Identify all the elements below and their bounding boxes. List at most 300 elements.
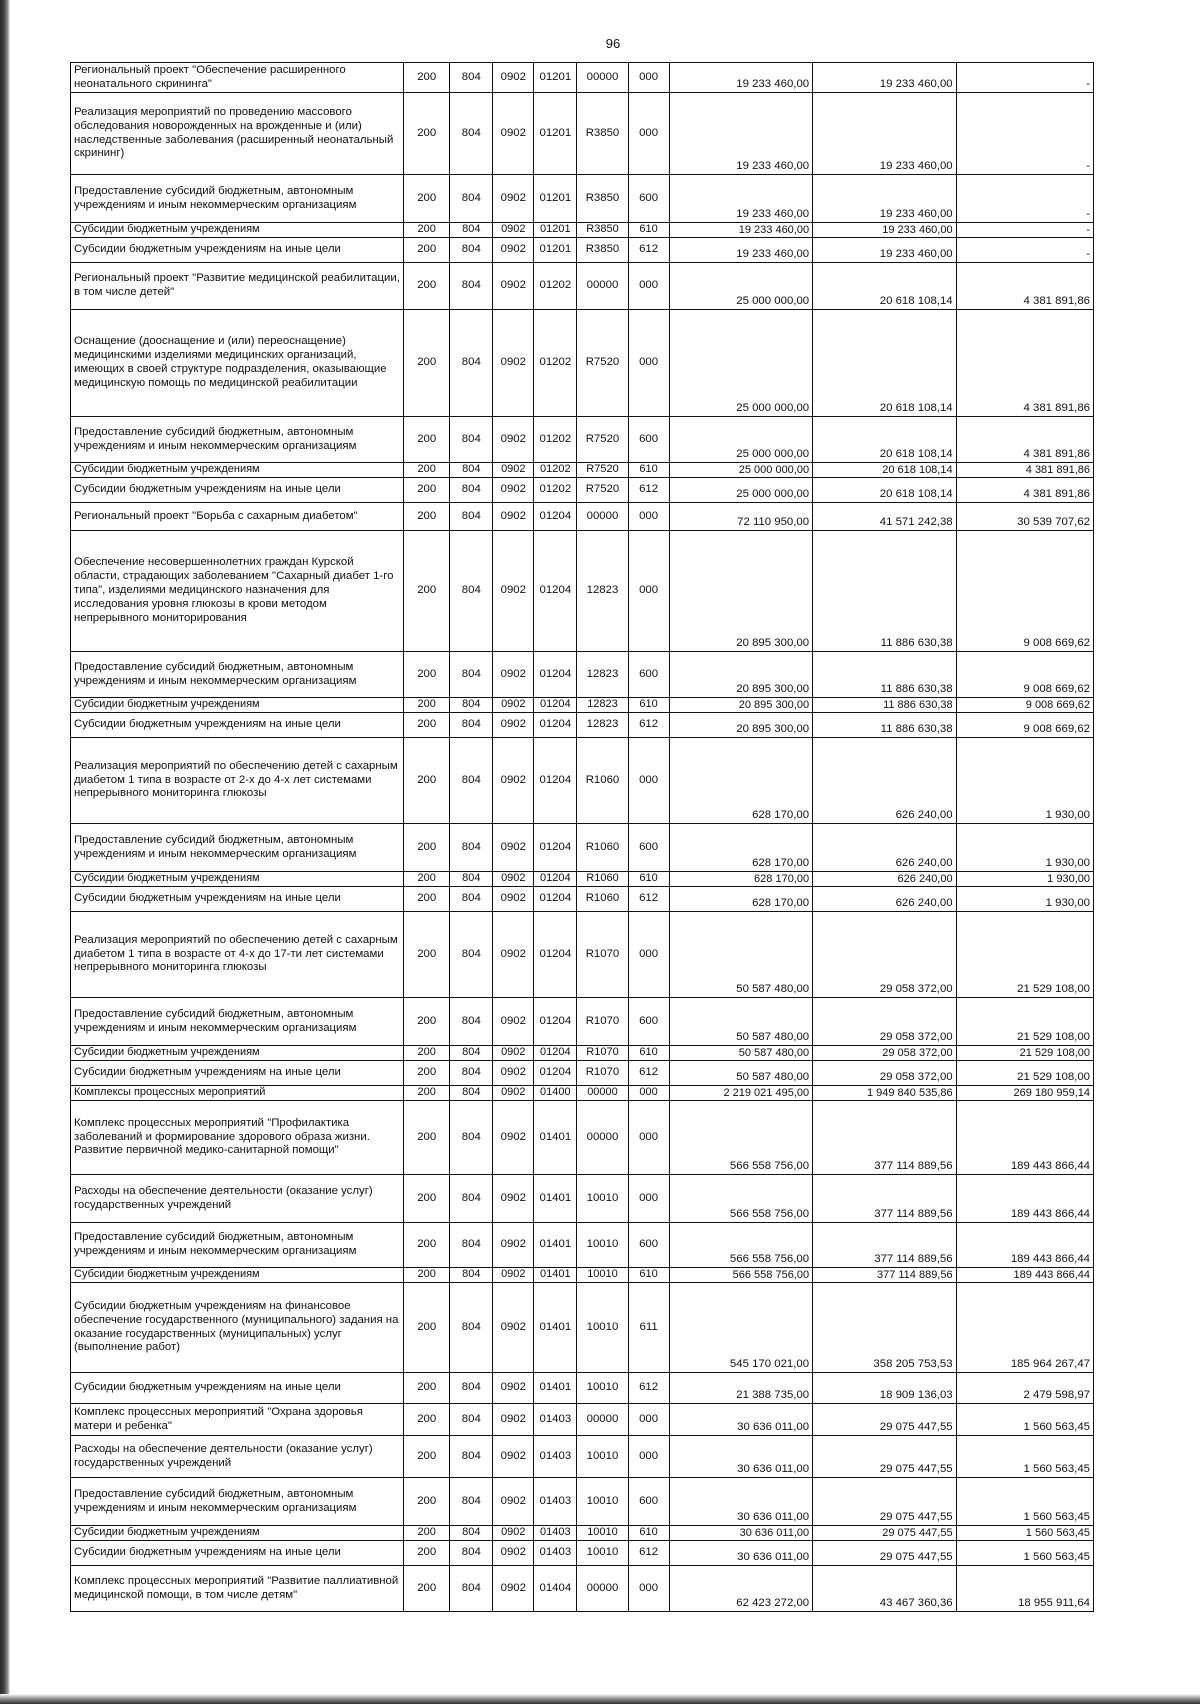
expense-name-cell: Предоставление субсидий бюджетным, автономным учреждениям и иным некоммерческим организациям (71, 175, 404, 223)
ministry-code-cell: 200 (404, 93, 450, 175)
table-row (71, 998, 1094, 1046)
section-code-cell: 0902 (493, 463, 534, 478)
remainder-amount-cell: - (956, 223, 1093, 238)
ministry-code-cell: 200 (404, 998, 450, 1046)
expense-name-cell: Предоставление субсидий бюджетным, автономным учреждениям и иным некоммерческим организациям (71, 998, 404, 1046)
remainder-amount-cell: - (956, 175, 1093, 223)
remainder-amount-cell: 1 930,00 (956, 738, 1093, 824)
ministry-code-cell: 200 (404, 463, 450, 478)
planned-amount-cell: 566 558 756,00 (669, 1268, 813, 1283)
executed-amount-cell: 29 075 447,55 (813, 1541, 957, 1566)
program-code-cell: 01202 (534, 478, 577, 503)
department-code-cell: 804 (450, 1436, 493, 1478)
table-row (71, 417, 1094, 463)
expense-type-code-cell: 000 (628, 93, 669, 175)
ministry-code-cell: 200 (404, 175, 450, 223)
expense-name-cell: Расходы на обеспечение деятельности (оказание услуг) государственных учреждений (71, 1175, 404, 1223)
direction-code-cell: 10010 (577, 1175, 628, 1223)
section-code-cell: 0902 (493, 93, 534, 175)
table-row (71, 652, 1094, 698)
remainder-amount-cell: 21 529 108,00 (956, 912, 1093, 998)
department-code-cell: 804 (450, 1404, 493, 1436)
program-code-cell: 01204 (534, 1061, 577, 1086)
table-row (71, 503, 1094, 531)
remainder-amount-cell: 9 008 669,62 (956, 652, 1093, 698)
department-code-cell: 804 (450, 1373, 493, 1404)
direction-code-cell: R1060 (577, 872, 628, 887)
remainder-amount-cell: 4 381 891,86 (956, 478, 1093, 503)
section-code-cell: 0902 (493, 503, 534, 531)
expense-type-code-cell: 612 (628, 713, 669, 738)
expense-type-code-cell: 000 (628, 1086, 669, 1101)
direction-code-cell: 12823 (577, 652, 628, 698)
department-code-cell: 804 (450, 417, 493, 463)
planned-amount-cell: 19 233 460,00 (669, 223, 813, 238)
planned-amount-cell: 19 233 460,00 (669, 63, 813, 93)
section-code-cell: 0902 (493, 1268, 534, 1283)
direction-code-cell: R1060 (577, 738, 628, 824)
expense-name-cell: Субсидии бюджетным учреждениям (71, 872, 404, 887)
executed-amount-cell: 626 240,00 (813, 824, 957, 872)
department-code-cell: 804 (450, 63, 493, 93)
ministry-code-cell: 200 (404, 1404, 450, 1436)
ministry-code-cell: 200 (404, 887, 450, 912)
direction-code-cell: 12823 (577, 713, 628, 738)
remainder-amount-cell: - (956, 93, 1093, 175)
table-row (71, 63, 1094, 93)
planned-amount-cell: 628 170,00 (669, 738, 813, 824)
planned-amount-cell: 30 636 011,00 (669, 1436, 813, 1478)
department-code-cell: 804 (450, 1526, 493, 1541)
section-code-cell: 0902 (493, 263, 534, 310)
program-code-cell: 01204 (534, 1046, 577, 1061)
department-code-cell: 804 (450, 503, 493, 531)
section-code-cell: 0902 (493, 824, 534, 872)
table-row (71, 1061, 1094, 1086)
program-code-cell: 01202 (534, 417, 577, 463)
table-row (71, 223, 1094, 238)
remainder-amount-cell: 1 930,00 (956, 887, 1093, 912)
expense-type-code-cell: 600 (628, 824, 669, 872)
program-code-cell: 01204 (534, 698, 577, 713)
remainder-amount-cell: 18 955 911,64 (956, 1566, 1093, 1612)
remainder-amount-cell: 269 180 959,14 (956, 1086, 1093, 1101)
remainder-amount-cell: 189 443 866,44 (956, 1101, 1093, 1175)
direction-code-cell: 10010 (577, 1541, 628, 1566)
expense-type-code-cell: 000 (628, 1404, 669, 1436)
table-row (71, 478, 1094, 503)
section-code-cell: 0902 (493, 478, 534, 503)
ministry-code-cell: 200 (404, 238, 450, 263)
expense-name-cell: Комплекс процессных мероприятий "Развитие паллиативной медицинской помощи, в том числе детям" (71, 1566, 404, 1612)
department-code-cell: 804 (450, 1541, 493, 1566)
table-row (71, 1566, 1094, 1612)
remainder-amount-cell: 9 008 669,62 (956, 698, 1093, 713)
remainder-amount-cell: 1 560 563,45 (956, 1526, 1093, 1541)
expense-name-cell: Субсидии бюджетным учреждениям на иные цели (71, 1541, 404, 1566)
ministry-code-cell: 200 (404, 698, 450, 713)
direction-code-cell: 10010 (577, 1478, 628, 1526)
department-code-cell: 804 (450, 698, 493, 713)
expense-type-code-cell: 611 (628, 1283, 669, 1373)
executed-amount-cell: 20 618 108,14 (813, 463, 957, 478)
expense-type-code-cell: 000 (628, 1566, 669, 1612)
program-code-cell: 01204 (534, 998, 577, 1046)
table-row (71, 1436, 1094, 1478)
table-row (71, 738, 1094, 824)
expense-type-code-cell: 600 (628, 1478, 669, 1526)
expense-name-cell: Комплекс процессных мероприятий "Охрана здоровья матери и ребенка" (71, 1404, 404, 1436)
table-row (71, 1268, 1094, 1283)
expense-type-code-cell: 610 (628, 1268, 669, 1283)
remainder-amount-cell: 4 381 891,86 (956, 417, 1093, 463)
planned-amount-cell: 2 219 021 495,00 (669, 1086, 813, 1101)
expense-name-cell: Субсидии бюджетным учреждениям на иные цели (71, 1061, 404, 1086)
remainder-amount-cell: 185 964 267,47 (956, 1283, 1093, 1373)
expense-name-cell: Предоставление субсидий бюджетным, автономным учреждениям и иным некоммерческим организациям (71, 824, 404, 872)
expense-name-cell: Субсидии бюджетным учреждениям на иные цели (71, 1373, 404, 1404)
executed-amount-cell: 377 114 889,56 (813, 1223, 957, 1268)
table-row (71, 887, 1094, 912)
program-code-cell: 01400 (534, 1086, 577, 1101)
section-code-cell: 0902 (493, 1086, 534, 1101)
direction-code-cell: 10010 (577, 1283, 628, 1373)
remainder-amount-cell: 1 930,00 (956, 824, 1093, 872)
direction-code-cell: R7520 (577, 478, 628, 503)
section-code-cell: 0902 (493, 1478, 534, 1526)
expense-type-code-cell: 612 (628, 238, 669, 263)
ministry-code-cell: 200 (404, 824, 450, 872)
expense-type-code-cell: 610 (628, 698, 669, 713)
executed-amount-cell: 358 205 753,53 (813, 1283, 957, 1373)
expense-type-code-cell: 600 (628, 1223, 669, 1268)
executed-amount-cell: 29 058 372,00 (813, 998, 957, 1046)
expense-name-cell: Комплекс процессных мероприятий "Профилактика заболеваний и формирование здорового образа жизни. Развитие первичной медико-санитарной помощи" (71, 1101, 404, 1175)
direction-code-cell: 12823 (577, 698, 628, 713)
direction-code-cell: 10010 (577, 1268, 628, 1283)
direction-code-cell: R3850 (577, 93, 628, 175)
planned-amount-cell: 628 170,00 (669, 824, 813, 872)
expense-name-cell: Субсидии бюджетным учреждениям (71, 1268, 404, 1283)
department-code-cell: 804 (450, 1046, 493, 1061)
program-code-cell: 01401 (534, 1373, 577, 1404)
ministry-code-cell: 200 (404, 1541, 450, 1566)
executed-amount-cell: 19 233 460,00 (813, 93, 957, 175)
expense-name-cell: Предоставление субсидий бюджетным, автономным учреждениям и иным некоммерческим организациям (71, 417, 404, 463)
ministry-code-cell: 200 (404, 1268, 450, 1283)
ministry-code-cell: 200 (404, 713, 450, 738)
direction-code-cell: 00000 (577, 1086, 628, 1101)
expense-name-cell: Субсидии бюджетным учреждениям (71, 1046, 404, 1061)
table-row (71, 463, 1094, 478)
remainder-amount-cell: 2 479 598,97 (956, 1373, 1093, 1404)
expense-name-cell: Предоставление субсидий бюджетным, автономным учреждениям и иным некоммерческим организациям (71, 652, 404, 698)
section-code-cell: 0902 (493, 175, 534, 223)
section-code-cell: 0902 (493, 1526, 534, 1541)
remainder-amount-cell: 4 381 891,86 (956, 310, 1093, 417)
page-number: 96 (605, 36, 621, 51)
direction-code-cell: R1070 (577, 1061, 628, 1086)
table-row (71, 1526, 1094, 1541)
executed-amount-cell: 11 886 630,38 (813, 531, 957, 652)
direction-code-cell: R7520 (577, 310, 628, 417)
program-code-cell: 01403 (534, 1436, 577, 1478)
expense-type-code-cell: 000 (628, 738, 669, 824)
table-row (71, 1541, 1094, 1566)
remainder-amount-cell: 30 539 707,62 (956, 503, 1093, 531)
expense-type-code-cell: 610 (628, 223, 669, 238)
direction-code-cell: 00000 (577, 503, 628, 531)
section-code-cell: 0902 (493, 1404, 534, 1436)
planned-amount-cell: 30 636 011,00 (669, 1526, 813, 1541)
table-row (71, 175, 1094, 223)
executed-amount-cell: 377 114 889,56 (813, 1268, 957, 1283)
expense-name-cell: Реализация мероприятий по обеспечению детей с сахарным диабетом 1 типа в возрасте от 2-х до 4-х лет системами непрерывного мониторинга глюкозы (71, 738, 404, 824)
direction-code-cell: R3850 (577, 238, 628, 263)
planned-amount-cell: 25 000 000,00 (669, 463, 813, 478)
planned-amount-cell: 19 233 460,00 (669, 93, 813, 175)
section-code-cell: 0902 (493, 1283, 534, 1373)
table-row (71, 531, 1094, 652)
department-code-cell: 804 (450, 1268, 493, 1283)
expense-name-cell: Комплексы процессных мероприятий (71, 1086, 404, 1101)
expense-type-code-cell: 612 (628, 1373, 669, 1404)
executed-amount-cell: 377 114 889,56 (813, 1175, 957, 1223)
direction-code-cell: R1070 (577, 998, 628, 1046)
table-row (71, 263, 1094, 310)
remainder-amount-cell: 1 560 563,45 (956, 1436, 1093, 1478)
executed-amount-cell: 19 233 460,00 (813, 63, 957, 93)
table-row (71, 1478, 1094, 1526)
section-code-cell: 0902 (493, 652, 534, 698)
program-code-cell: 01201 (534, 175, 577, 223)
planned-amount-cell: 25 000 000,00 (669, 417, 813, 463)
ministry-code-cell: 200 (404, 503, 450, 531)
remainder-amount-cell: 4 381 891,86 (956, 463, 1093, 478)
planned-amount-cell: 25 000 000,00 (669, 478, 813, 503)
remainder-amount-cell: 1 560 563,45 (956, 1404, 1093, 1436)
planned-amount-cell: 25 000 000,00 (669, 263, 813, 310)
section-code-cell: 0902 (493, 63, 534, 93)
ministry-code-cell: 200 (404, 417, 450, 463)
ministry-code-cell: 200 (404, 912, 450, 998)
planned-amount-cell: 25 000 000,00 (669, 310, 813, 417)
expense-type-code-cell: 600 (628, 417, 669, 463)
expense-name-cell: Субсидии бюджетным учреждениям на иные цели (71, 887, 404, 912)
expense-type-code-cell: 000 (628, 531, 669, 652)
section-code-cell: 0902 (493, 1175, 534, 1223)
remainder-amount-cell: 189 443 866,44 (956, 1268, 1093, 1283)
expense-name-cell: Субсидии бюджетным учреждениям (71, 463, 404, 478)
planned-amount-cell: 628 170,00 (669, 887, 813, 912)
expense-name-cell: Субсидии бюджетным учреждениям на иные цели (71, 478, 404, 503)
section-code-cell: 0902 (493, 1223, 534, 1268)
section-code-cell: 0902 (493, 531, 534, 652)
remainder-amount-cell: 4 381 891,86 (956, 263, 1093, 310)
remainder-amount-cell: 9 008 669,62 (956, 531, 1093, 652)
expense-type-code-cell: 000 (628, 1175, 669, 1223)
ministry-code-cell: 200 (404, 652, 450, 698)
remainder-amount-cell: 21 529 108,00 (956, 1046, 1093, 1061)
ministry-code-cell: 200 (404, 263, 450, 310)
expense-type-code-cell: 610 (628, 1046, 669, 1061)
remainder-amount-cell: 189 443 866,44 (956, 1175, 1093, 1223)
expense-name-cell: Субсидии бюджетным учреждениям (71, 1526, 404, 1541)
program-code-cell: 01204 (534, 531, 577, 652)
section-code-cell: 0902 (493, 1101, 534, 1175)
ministry-code-cell: 200 (404, 1223, 450, 1268)
expense-type-code-cell: 000 (628, 263, 669, 310)
executed-amount-cell: 43 467 360,36 (813, 1566, 957, 1612)
executed-amount-cell: 29 058 372,00 (813, 1061, 957, 1086)
remainder-amount-cell: 1 560 563,45 (956, 1478, 1093, 1526)
department-code-cell: 804 (450, 531, 493, 652)
ministry-code-cell: 200 (404, 1283, 450, 1373)
expense-name-cell: Обеспечение несовершеннолетних граждан Курской области, страдающих заболеванием "Сахарный диабет 1-го типа", изделиями медицинского назначения для исследования уровня глюкозы в крови методом непрерывного мониторирования (71, 531, 404, 652)
executed-amount-cell: 377 114 889,56 (813, 1101, 957, 1175)
executed-amount-cell: 11 886 630,38 (813, 713, 957, 738)
table-row (71, 93, 1094, 175)
program-code-cell: 01403 (534, 1404, 577, 1436)
direction-code-cell: R7520 (577, 417, 628, 463)
program-code-cell: 01201 (534, 63, 577, 93)
expense-type-code-cell: 612 (628, 1061, 669, 1086)
expense-type-code-cell: 600 (628, 652, 669, 698)
direction-code-cell: R1070 (577, 1046, 628, 1061)
table-row (71, 824, 1094, 872)
expense-name-cell: Субсидии бюджетным учреждениям на иные цели (71, 238, 404, 263)
expense-name-cell: Региональный проект "Борьба с сахарным диабетом" (71, 503, 404, 531)
program-code-cell: 01202 (534, 263, 577, 310)
department-code-cell: 804 (450, 1223, 493, 1268)
section-code-cell: 0902 (493, 698, 534, 713)
executed-amount-cell: 1 949 840 535,86 (813, 1086, 957, 1101)
department-code-cell: 804 (450, 652, 493, 698)
program-code-cell: 01201 (534, 93, 577, 175)
planned-amount-cell: 566 558 756,00 (669, 1175, 813, 1223)
direction-code-cell: 00000 (577, 63, 628, 93)
expense-name-cell: Субсидии бюджетным учреждениям на финансовое обеспечение государственного (муниципального) задания на оказание государственных (муниципальных) услуг (выполнение работ) (71, 1283, 404, 1373)
table-row (71, 1404, 1094, 1436)
planned-amount-cell: 30 636 011,00 (669, 1478, 813, 1526)
table-row (71, 1283, 1094, 1373)
department-code-cell: 804 (450, 738, 493, 824)
section-code-cell: 0902 (493, 1566, 534, 1612)
program-code-cell: 01204 (534, 738, 577, 824)
direction-code-cell: 10010 (577, 1526, 628, 1541)
executed-amount-cell: 19 233 460,00 (813, 175, 957, 223)
expense-type-code-cell: 000 (628, 912, 669, 998)
table-row (71, 912, 1094, 998)
direction-code-cell: 12823 (577, 531, 628, 652)
department-code-cell: 804 (450, 824, 493, 872)
direction-code-cell: R3850 (577, 175, 628, 223)
section-code-cell: 0902 (493, 238, 534, 263)
ministry-code-cell: 200 (404, 1566, 450, 1612)
planned-amount-cell: 50 587 480,00 (669, 912, 813, 998)
planned-amount-cell: 19 233 460,00 (669, 238, 813, 263)
planned-amount-cell: 628 170,00 (669, 872, 813, 887)
budget-table (70, 62, 1094, 1612)
section-code-cell: 0902 (493, 1436, 534, 1478)
executed-amount-cell: 626 240,00 (813, 887, 957, 912)
section-code-cell: 0902 (493, 998, 534, 1046)
expense-type-code-cell: 000 (628, 63, 669, 93)
table-row (71, 713, 1094, 738)
section-code-cell: 0902 (493, 738, 534, 824)
program-code-cell: 01201 (534, 223, 577, 238)
executed-amount-cell: 29 075 447,55 (813, 1436, 957, 1478)
planned-amount-cell: 20 895 300,00 (669, 698, 813, 713)
department-code-cell: 804 (450, 1101, 493, 1175)
table-row (71, 310, 1094, 417)
department-code-cell: 804 (450, 463, 493, 478)
remainder-amount-cell: 189 443 866,44 (956, 1223, 1093, 1268)
executed-amount-cell: 29 075 447,55 (813, 1478, 957, 1526)
planned-amount-cell: 50 587 480,00 (669, 1046, 813, 1061)
remainder-amount-cell: 9 008 669,62 (956, 713, 1093, 738)
program-code-cell: 01204 (534, 652, 577, 698)
scan-edge-bottom (0, 1694, 1200, 1704)
remainder-amount-cell: - (956, 238, 1093, 263)
executed-amount-cell: 41 571 242,38 (813, 503, 957, 531)
expense-type-code-cell: 600 (628, 175, 669, 223)
ministry-code-cell: 200 (404, 223, 450, 238)
planned-amount-cell: 50 587 480,00 (669, 998, 813, 1046)
direction-code-cell: R1070 (577, 912, 628, 998)
expense-type-code-cell: 612 (628, 1541, 669, 1566)
expense-name-cell: Реализация мероприятий по обеспечению детей с сахарным диабетом 1 типа в возрасте от 4-х до 17-ти лет системами непрерывного мониторинга глюкозы (71, 912, 404, 998)
department-code-cell: 804 (450, 93, 493, 175)
program-code-cell: 01202 (534, 463, 577, 478)
executed-amount-cell: 29 075 447,55 (813, 1404, 957, 1436)
program-code-cell: 01401 (534, 1223, 577, 1268)
table-row (71, 1373, 1094, 1404)
planned-amount-cell: 566 558 756,00 (669, 1223, 813, 1268)
executed-amount-cell: 11 886 630,38 (813, 652, 957, 698)
department-code-cell: 804 (450, 1061, 493, 1086)
planned-amount-cell: 20 895 300,00 (669, 652, 813, 698)
executed-amount-cell: 626 240,00 (813, 738, 957, 824)
department-code-cell: 804 (450, 1175, 493, 1223)
section-code-cell: 0902 (493, 1541, 534, 1566)
executed-amount-cell: 29 058 372,00 (813, 912, 957, 998)
direction-code-cell: R7520 (577, 463, 628, 478)
direction-code-cell: 10010 (577, 1436, 628, 1478)
remainder-amount-cell: 21 529 108,00 (956, 998, 1093, 1046)
department-code-cell: 804 (450, 238, 493, 263)
ministry-code-cell: 200 (404, 1046, 450, 1061)
direction-code-cell: 00000 (577, 263, 628, 310)
table-row (71, 1223, 1094, 1268)
program-code-cell: 01201 (534, 238, 577, 263)
table-row (71, 698, 1094, 713)
expense-type-code-cell: 000 (628, 310, 669, 417)
planned-amount-cell: 30 636 011,00 (669, 1541, 813, 1566)
direction-code-cell: 10010 (577, 1223, 628, 1268)
direction-code-cell: 10010 (577, 1373, 628, 1404)
program-code-cell: 01401 (534, 1268, 577, 1283)
planned-amount-cell: 20 895 300,00 (669, 531, 813, 652)
executed-amount-cell: 19 233 460,00 (813, 223, 957, 238)
ministry-code-cell: 200 (404, 478, 450, 503)
department-code-cell: 804 (450, 887, 493, 912)
expense-name-cell: Субсидии бюджетным учреждениям на иные цели (71, 713, 404, 738)
department-code-cell: 804 (450, 478, 493, 503)
table-row (71, 1101, 1094, 1175)
executed-amount-cell: 11 886 630,38 (813, 698, 957, 713)
executed-amount-cell: 18 909 136,03 (813, 1373, 957, 1404)
